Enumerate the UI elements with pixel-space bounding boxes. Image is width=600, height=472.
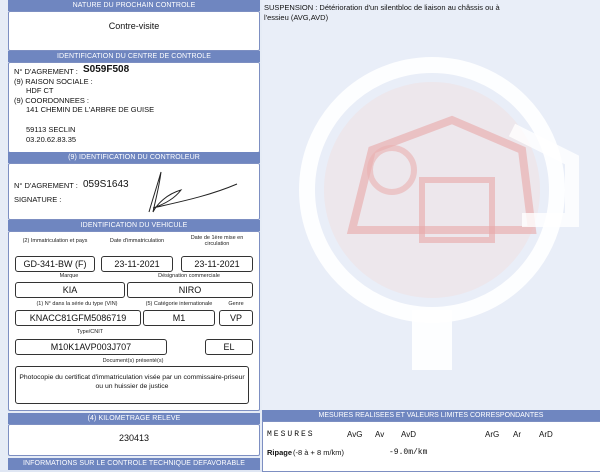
energy-field: EL — [205, 339, 253, 355]
col-avg: AvG — [347, 430, 363, 439]
km-box — [8, 424, 260, 456]
designation-label: Désignation commerciale — [158, 273, 220, 279]
raison-sociale-label: (9) RAISON SOCIALE : — [14, 77, 93, 86]
vin-label: (1) N° dans la série du type (VIN) — [36, 301, 118, 307]
centre-box — [8, 62, 260, 153]
vehicule-header: IDENTIFICATION DU VEHICULE — [8, 220, 260, 231]
next-control-box — [8, 11, 260, 51]
address-line-1: 141 CHEMIN DE L'ARBRE DE GUISE — [26, 105, 155, 114]
docs-field: Photocopie du certificat d'immatriculation visée par un commissaire-priseur ou un huissier de justice — [15, 366, 249, 404]
genre-label: Genre — [228, 301, 244, 307]
defect-line-2: l'essieu (AVG,AVD) — [264, 13, 329, 22]
measures-header: MESURES REALISEES ET VALEURS LIMITES CORRESPONDANTES — [262, 410, 600, 421]
right-column — [262, 0, 600, 470]
vin-field: KNACC81GFM5086719 — [15, 310, 141, 326]
km-header: (4) KILOMETRAGE RELEVE — [8, 413, 260, 424]
type-label: Type/CNIT — [76, 329, 104, 335]
next-control-value: Contre-visite — [108, 21, 160, 31]
controleur-header: (9) IDENTIFICATION DU CONTROLEUR — [8, 152, 260, 163]
centre-agrement-value: S059F508 — [83, 64, 130, 75]
left-column — [8, 0, 260, 470]
signature-scribble — [119, 168, 239, 216]
measures-title: MESURES — [267, 430, 315, 439]
immat-field: GD-341-BW (F) — [15, 256, 95, 272]
centre-header: IDENTIFICATION DU CENTRE DE CONTROLE — [8, 51, 260, 62]
measures-box — [262, 421, 600, 472]
controleur-agrement-label: N° D'AGREMENT : — [14, 181, 78, 190]
centre-agrement-label: N° D'AGREMENT : — [14, 67, 78, 76]
signature-label: SIGNATURE : — [14, 195, 62, 204]
col-ar: Ar — [513, 430, 521, 439]
controleur-agrement-value: 059S1643 — [83, 179, 129, 190]
genre-field: VP — [219, 310, 253, 326]
col-ard: ArD — [539, 430, 553, 439]
date-immat-label: Date d'immatriculation — [109, 238, 165, 244]
bottom-info-header: INFORMATIONS SUR LE CONTROLE TECHNIQUE DEFAVORABLE — [8, 458, 260, 470]
date-immat-field: 23-11-2021 — [101, 256, 173, 272]
date-first-label: Date de 1ère mise en circulation — [190, 235, 244, 247]
defect-line-1: SUSPENSION : Détérioration d'un silentbloc de liaison au châssis ou à — [264, 3, 500, 12]
phone-number: 03.20.62.83.35 — [26, 135, 77, 144]
controleur-box — [8, 163, 260, 220]
vehicule-box — [8, 231, 260, 411]
km-value: 230413 — [118, 433, 150, 443]
marque-field: KIA — [15, 282, 125, 298]
categorie-field: M1 — [143, 310, 215, 326]
raison-sociale-value: HDF CT — [26, 86, 54, 95]
categorie-label: (5) Catégorie internationale — [145, 301, 213, 307]
col-avd: AvD — [401, 430, 416, 439]
ripage-range: (-8 à + 8 m/km) — [293, 448, 345, 457]
ripage-label: Ripage — [267, 448, 293, 457]
defects-area — [262, 0, 600, 410]
col-arg: ArG — [485, 430, 500, 439]
col-av: Av — [375, 430, 385, 439]
date-first-field: 23-11-2021 — [181, 256, 253, 272]
docs-label: Document(s) présenté(s) — [102, 358, 164, 364]
watermark-logo — [282, 40, 592, 380]
type-field: M10K1AVP003J707 — [15, 339, 167, 355]
ripage-value: -9.0m/km — [389, 448, 428, 457]
marque-label: Marque — [59, 273, 79, 279]
coordonnees-label: (9) COORDONNEES : — [14, 96, 90, 105]
address-line-2: 59113 SECLIN — [26, 125, 76, 134]
designation-field: NIRO — [127, 282, 253, 298]
next-control-header: NATURE DU PROCHAIN CONTROLE — [8, 0, 260, 11]
immat-label: (2) Immatriculation et pays — [22, 238, 88, 244]
